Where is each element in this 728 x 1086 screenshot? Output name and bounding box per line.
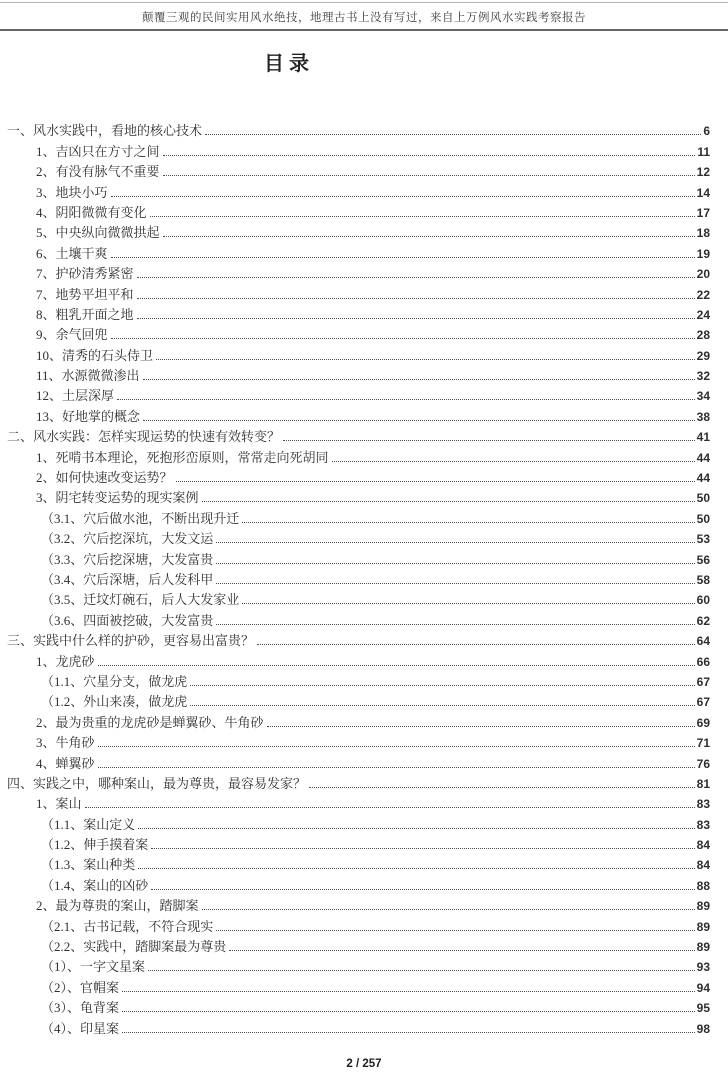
toc-leader-dots [143, 420, 695, 421]
toc-entry-label: 13、好地掌的概念 [36, 408, 141, 424]
toc-entry-label: （3.6、四面被挖破，大发富贵 [41, 612, 214, 628]
toc-entry-label: 12、土层深厚 [36, 388, 115, 404]
toc-entry-label: （3.1、穴后做水池，不断出现升迁 [41, 510, 240, 526]
toc-entry-label: （1.2、外山来凑，做龙虎 [41, 694, 188, 710]
toc-entry-label: 7、护砂清秀紧密 [36, 266, 134, 282]
toc-entry-label: （2）、官帽案 [41, 979, 120, 995]
toc-leader-dots [229, 950, 694, 951]
toc-entry-page-number: 83 [696, 797, 710, 812]
toc-entry-page-number: 64 [696, 634, 710, 649]
toc-entry[interactable] [0, 792, 728, 812]
toc-leader-dots [111, 257, 695, 258]
toc-entry[interactable] [0, 996, 728, 1016]
toc-entry-page-number: 11 [697, 144, 710, 159]
toc-entry[interactable] [0, 894, 728, 914]
toc-entry-label: （1）、一字文星案 [41, 959, 146, 975]
toc-leader-dots [150, 216, 695, 217]
toc-entry[interactable] [0, 425, 728, 445]
toc-leader-dots [163, 236, 695, 237]
toc-entry[interactable] [0, 303, 728, 323]
toc-entry[interactable] [0, 466, 728, 486]
toc-entry[interactable] [0, 160, 728, 180]
toc-leader-dots [202, 909, 695, 910]
toc-entry[interactable] [0, 506, 728, 526]
toc-leader-dots [85, 807, 695, 808]
toc-entry-page-number: 60 [696, 593, 710, 608]
toc-entry[interactable] [0, 119, 728, 139]
toc-leader-dots [309, 787, 695, 788]
toc-entry-page-number: 19 [696, 246, 710, 261]
toc-entry-page-number: 95 [696, 1001, 710, 1016]
toc-leader-dots [202, 501, 695, 502]
toc-entry-page-number: 41 [696, 430, 710, 445]
toc-entry-label: 三、实践中什么样的护砂，更容易出富贵？ [7, 633, 255, 649]
toc-entry-label: 4、蝉翼砂 [36, 755, 95, 771]
toc-entry-label: （3）、龟背案 [41, 1000, 120, 1016]
header-rule [0, 29, 728, 31]
toc-entry-label: 2、如何快速改变运势？ [36, 470, 173, 486]
toc-entry-label: 6、土壤干爽 [36, 245, 108, 261]
toc-entry-label: 3、阴宅转变运势的现实案例 [36, 490, 199, 506]
page-number-indicator: 2 / 257 [346, 1058, 382, 1070]
toc-list [0, 119, 728, 1037]
toc-entry[interactable] [0, 1016, 728, 1036]
page-header-title: 颠覆三观的民间实用风水绝技，地理古书上没有写过，来自上万例风水实践考察报告 [142, 12, 586, 24]
toc-entry-page-number: 84 [696, 838, 710, 853]
toc-leader-dots [216, 624, 694, 625]
toc-leader-dots [257, 644, 695, 645]
toc-entry[interactable] [0, 955, 728, 975]
toc-entry-label: （3.5、迁坟灯碗石，后人大发家业 [41, 592, 240, 608]
toc-entry[interactable] [0, 629, 728, 649]
toc-entry[interactable] [0, 262, 728, 282]
toc-entry[interactable] [0, 690, 728, 710]
toc-leader-dots [190, 685, 694, 686]
toc-leader-dots [122, 1032, 695, 1033]
toc-entry[interactable] [0, 486, 728, 506]
toc-entry-page-number: 38 [696, 409, 710, 424]
toc-entry-page-number: 67 [696, 674, 710, 689]
toc-entry[interactable] [0, 731, 728, 751]
toc-entry-page-number: 53 [696, 532, 710, 547]
toc-entry-label: 11、水源微微渗出 [36, 368, 140, 384]
toc-leader-dots [151, 889, 694, 890]
toc-entry-page-number: 88 [696, 878, 710, 893]
toc-entry-page-number: 44 [696, 471, 710, 486]
toc-entry-label: 9、余气回兜 [36, 327, 108, 343]
toc-entry-page-number: 18 [696, 226, 710, 241]
toc-entry-label: （3.4、穴后深塘，后人发科甲 [41, 571, 214, 587]
toc-leader-dots [138, 828, 694, 829]
toc-entry-page-number: 94 [696, 980, 710, 995]
toc-leader-dots [98, 746, 695, 747]
toc-leader-dots [111, 338, 695, 339]
toc-entry[interactable] [0, 588, 728, 608]
toc-entry-page-number: 58 [696, 572, 710, 587]
toc-entry[interactable] [0, 547, 728, 567]
toc-entry-label: （1.4、案山的凶砂 [41, 877, 149, 893]
toc-entry[interactable] [0, 649, 728, 669]
toc-entry-page-number: 83 [696, 817, 710, 832]
toc-entry-page-number: 89 [696, 940, 710, 955]
toc-entry[interactable] [0, 282, 728, 302]
toc-entry-label: （1.3、案山种类 [41, 857, 136, 873]
toc-entry-page-number: 28 [696, 328, 710, 343]
toc-leader-dots [137, 318, 695, 319]
toc-entry-label: 1、死啃书本理论，死抱形峦原则，常常走向死胡同 [36, 449, 329, 465]
toc-entry-label: 一、风水实践中，看地的核心技术 [7, 123, 203, 139]
toc-entry-label: （4）、印星案 [41, 1020, 120, 1036]
toc-leader-dots [143, 379, 695, 380]
toc-entry-page-number: 69 [696, 715, 710, 730]
toc-entry-label: 8、粗乳开面之地 [36, 306, 134, 322]
toc-entry[interactable] [0, 180, 728, 200]
toc-title-row [0, 47, 728, 77]
toc-entry-page-number: 34 [696, 389, 710, 404]
toc-entry-label: 3、牛角砂 [36, 735, 95, 751]
toc-entry-label: 1、案山 [36, 796, 82, 812]
toc-entry-page-number: 81 [696, 776, 710, 791]
toc-entry[interactable] [0, 833, 728, 853]
toc-entry[interactable] [0, 873, 728, 893]
toc-entry-label: 2、最为尊贵的案山，踏脚案 [36, 898, 199, 914]
toc-leader-dots [111, 196, 695, 197]
toc-entry-label: 10、清秀的石头侍卫 [36, 347, 154, 363]
toc-entry[interactable] [0, 772, 728, 792]
toc-leader-dots [138, 868, 694, 869]
toc-entry-label: 7、地势平坦平和 [36, 286, 134, 302]
toc-entry[interactable] [0, 364, 728, 384]
toc-entry[interactable] [0, 384, 728, 404]
toc-entry[interactable] [0, 201, 728, 221]
toc-leader-dots [216, 563, 694, 564]
toc-entry-page-number: 6 [703, 124, 710, 139]
toc-entry-label: 二、风水实践：怎样实现运势的快速有效转变？ [7, 429, 281, 445]
toc-entry-label: （1.1、穴星分支，做龙虎 [41, 673, 188, 689]
toc-entry-page-number: 84 [696, 858, 710, 873]
toc-entry-page-number: 50 [696, 491, 710, 506]
toc-leader-dots [332, 461, 695, 462]
top-rule [0, 2, 728, 3]
toc-entry[interactable] [0, 568, 728, 588]
toc-leader-dots [163, 155, 696, 156]
toc-entry-label: （1.1、案山定义 [41, 816, 136, 832]
toc-entry-page-number: 98 [696, 1021, 710, 1036]
toc-leader-dots [283, 440, 695, 441]
toc-leader-dots [122, 1011, 695, 1012]
toc-entry-page-number: 32 [696, 369, 710, 384]
toc-entry-label: 1、龙虎砂 [36, 653, 95, 669]
toc-entry-page-number: 93 [696, 960, 710, 975]
toc-leader-dots [156, 359, 695, 360]
toc-entry-page-number: 62 [696, 613, 710, 628]
toc-entry-label: 2、最为贵重的龙虎砂是蝉翼砂、牛角砂 [36, 714, 264, 730]
toc-entry[interactable] [0, 710, 728, 730]
toc-entry-label: 1、吉凶只在方寸之间 [36, 143, 160, 159]
toc-leader-dots [216, 583, 694, 584]
toc-leader-dots [151, 848, 694, 849]
toc-leader-dots [163, 175, 695, 176]
toc-entry-label: 3、地块小巧 [36, 184, 108, 200]
toc-leader-dots [137, 298, 695, 299]
toc-leader-dots [98, 767, 695, 768]
toc-entry-page-number: 20 [696, 267, 710, 282]
toc-entry[interactable] [0, 853, 728, 873]
toc-leader-dots [216, 930, 694, 931]
toc-entry[interactable] [0, 914, 728, 934]
toc-entry-page-number: 56 [696, 552, 710, 567]
toc-entry-label: 4、阴阳微微有变化 [36, 204, 147, 220]
toc-entry-page-number: 67 [696, 695, 710, 710]
toc-entry-label: （3.3、穴后挖深塘，大发富贵 [41, 551, 214, 567]
toc-leader-dots [205, 134, 701, 135]
toc-title: 目录 [264, 53, 314, 75]
toc-leader-dots [122, 991, 695, 992]
toc-entry[interactable] [0, 139, 728, 159]
toc-entry[interactable] [0, 241, 728, 261]
toc-leader-dots [190, 705, 694, 706]
toc-entry-label: （3.2、穴后挖深坑，大发文运 [41, 531, 214, 547]
toc-leader-dots [117, 399, 695, 400]
toc-leader-dots [98, 665, 695, 666]
toc-entry-page-number: 71 [696, 736, 710, 751]
toc-entry-page-number: 50 [696, 511, 710, 526]
toc-entry-page-number: 12 [696, 165, 710, 180]
toc-entry-page-number: 24 [696, 307, 710, 322]
toc-entry[interactable] [0, 975, 728, 995]
toc-entry[interactable] [0, 751, 728, 771]
toc-leader-dots [242, 522, 694, 523]
toc-entry[interactable] [0, 812, 728, 832]
toc-entry-label: （2.1、古书记载，不符合现实 [41, 918, 214, 934]
toc-entry-label: （2.2、实践中，踏脚案最为尊贵 [41, 939, 227, 955]
toc-entry-page-number: 89 [696, 919, 710, 934]
toc-entry-label: （1.2、伸手摸着案 [41, 837, 149, 853]
toc-entry[interactable] [0, 445, 728, 465]
toc-entry-page-number: 66 [696, 654, 710, 669]
toc-entry-page-number: 89 [696, 899, 710, 914]
document-page [0, 2, 728, 1086]
toc-leader-dots [148, 970, 695, 971]
toc-entry[interactable] [0, 935, 728, 955]
toc-leader-dots [176, 481, 695, 482]
toc-entry[interactable] [0, 608, 728, 628]
toc-entry-page-number: 14 [696, 185, 710, 200]
toc-leader-dots [267, 726, 695, 727]
toc-entry-label: 5、中央纵向微微拱起 [36, 225, 160, 241]
toc-entry-label: 2、有没有脉气不重要 [36, 164, 160, 180]
toc-leader-dots [242, 603, 694, 604]
toc-entry-page-number: 76 [696, 756, 710, 771]
toc-entry-page-number: 44 [696, 450, 710, 465]
toc-entry-page-number: 17 [696, 205, 710, 220]
toc-entry-page-number: 29 [696, 348, 710, 363]
toc-entry[interactable] [0, 404, 728, 424]
toc-leader-dots [137, 277, 695, 278]
toc-entry[interactable] [0, 221, 728, 241]
toc-leader-dots [216, 542, 694, 543]
toc-entry[interactable] [0, 527, 728, 547]
toc-entry[interactable] [0, 670, 728, 690]
toc-entry-page-number: 22 [696, 287, 710, 302]
toc-entry-label: 四、实践之中，哪种案山，最为尊贵，最容易发家？ [7, 775, 307, 791]
toc-entry[interactable] [0, 343, 728, 363]
toc-entry[interactable] [0, 323, 728, 343]
